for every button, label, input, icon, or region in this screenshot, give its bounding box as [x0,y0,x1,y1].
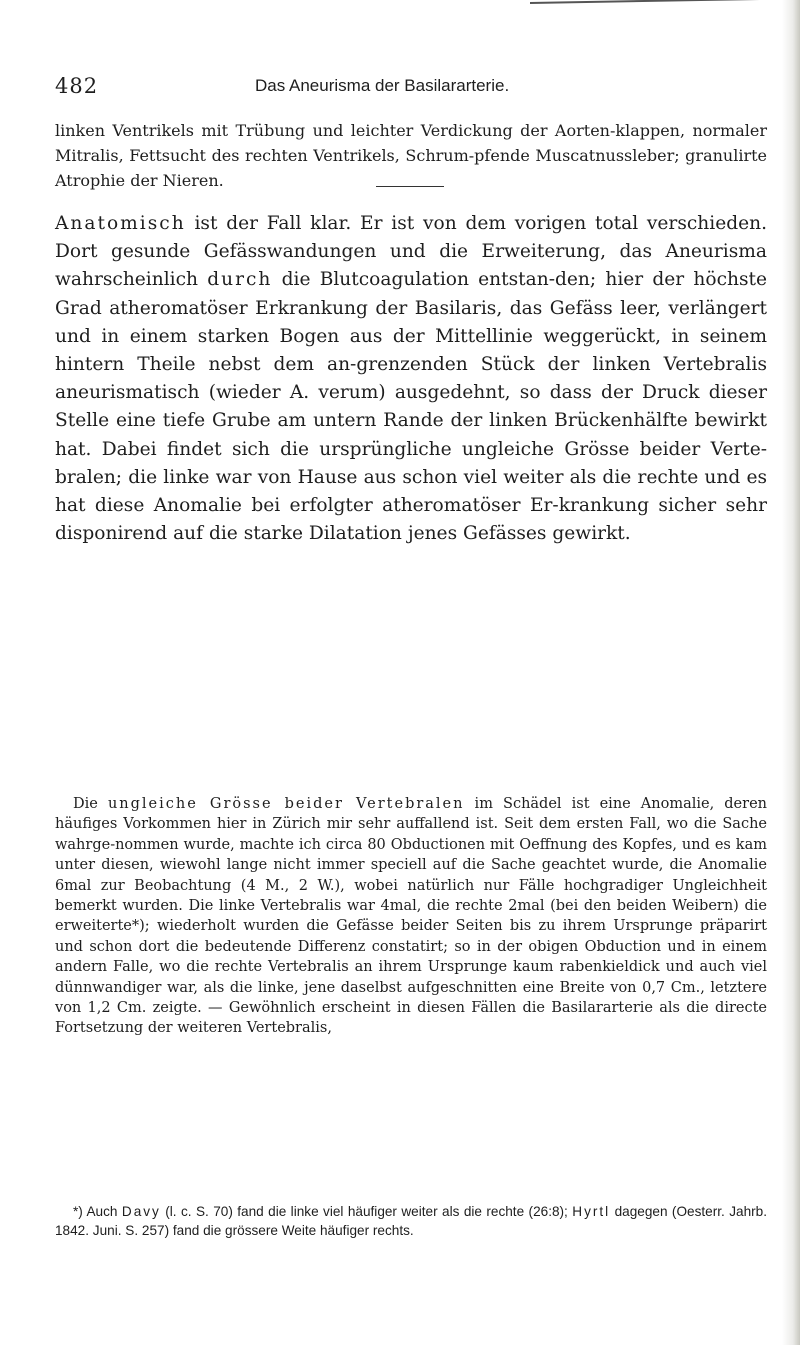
footnote [55,1202,767,1240]
lead-word: Anatomisch [55,213,186,234]
section-separator [376,186,444,187]
emphasis-word: durch [207,269,273,291]
page-edge-shadow [782,0,800,1345]
page-header [55,66,755,106]
running-title: Das Aneurisma der Basilararterie. [255,76,510,95]
main-text-1: ist der Fall klar. Er ist von dem vorigen total verschieden. Dort gesunde Gefässwandungen und die Erweiterung, das Aneurisma wahrscheinlich [55,213,767,291]
top-edge-rule [530,0,760,4]
small-lead: Die [73,796,98,812]
page-number: 482 [55,74,99,98]
small-text: im Schädel ist eine Anomalie, deren häufiges Vorkommen hier in Zürich mir sehr auffallend ist. Seit dem ersten Fall, wo die Sache wahrge-nommen wurde, machte ich circa 80 Obductionen mit Oeffnung des Kopfes, und es kam unter diesen, wiewohl lange nicht immer speciell auf die Sache geachtet wurde, die Anomalie 6mal zur Beobachtung (4 M., 2 W.), wobei natürlich nur Fälle hochgradiger Ungleichheit bemerkt wurden. Die linke Vertebralis war 4mal, die rechte 2mal (bei den beiden Weibern) die erweiterte*); wiederholt wurden die Gefässe beider Seiten bis zu ihrem Ursprunge präparirt und schon dort die bedeutende Differenz constatirt; so in der obigen Obduction und in einem andern Falle, wo die rechte Vertebralis an ihrem Ursprunge kaum rabenkieldick und auch viel dünnwandiger war, als die linke, jene daselbst aufgeschnitten eine Breite von 0,7 Cm., letztere von 1,2 Cm. zeigte. — Gewöhnlich erscheint in diesen Fällen die Basilararterie als die directe Fortsetzung der weiteren Vertebralis, [55,796,767,1037]
small-lead-spaced: ungleiche Grösse beider Vertebralen [107,796,465,812]
footnote-name-hyrtl: Hyrtl [572,1204,611,1219]
footnote-text-1: (l. c. S. 70) fand die linke viel häufiger weiter als die rechte (26:8); [160,1204,568,1219]
footnote-name-davy: Davy [121,1204,161,1219]
main-paragraph [55,210,767,548]
main-text-2: die Blutcoagulation entstan-den; hier der höchste Grad atheromatöser Erkrankung der Basilaris, das Gefäss leer, verlängert und in einem starken Bogen aus der Mittellinie weggerückt, in seinem hintern Theile nebst dem an-grenzenden Stück der linken Vertebralis aneurismatisch (wieder A. verum) ausgedehnt, so dass der Druck dieser Stelle eine tiefe Grube am untern Rande der linken Brückenhälfte bewirkt hat. Dabei findet sich die ursprüngliche ungleiche Grösse beider Verte-bralen; die linke war von Hause aus schon viel weiter als die rechte und es hat diese Anomalie bei erfolgter atheromatöser Er-krankung sicher sehr disponirend auf die starke Dilatation jenes Gefässes gewirkt. [55,269,767,545]
footnote-marker: *) Auch [73,1204,118,1219]
small-print-paragraph [55,794,767,1039]
intro-paragraph: linken Ventrikels mit Trübung und leichter Verdickung der Aorten-klappen, normaler Mitralis, Fettsucht des rechten Ventrikels, Schrum-pfende Muscatnussleber; granulirte Atrophie der Nieren. [55,121,767,190]
footnote-text-2: dagegen (Oesterr. Jahrb. 1842. Juni. S. 257) fand die grössere Weite häufiger rechts. [55,1204,767,1238]
